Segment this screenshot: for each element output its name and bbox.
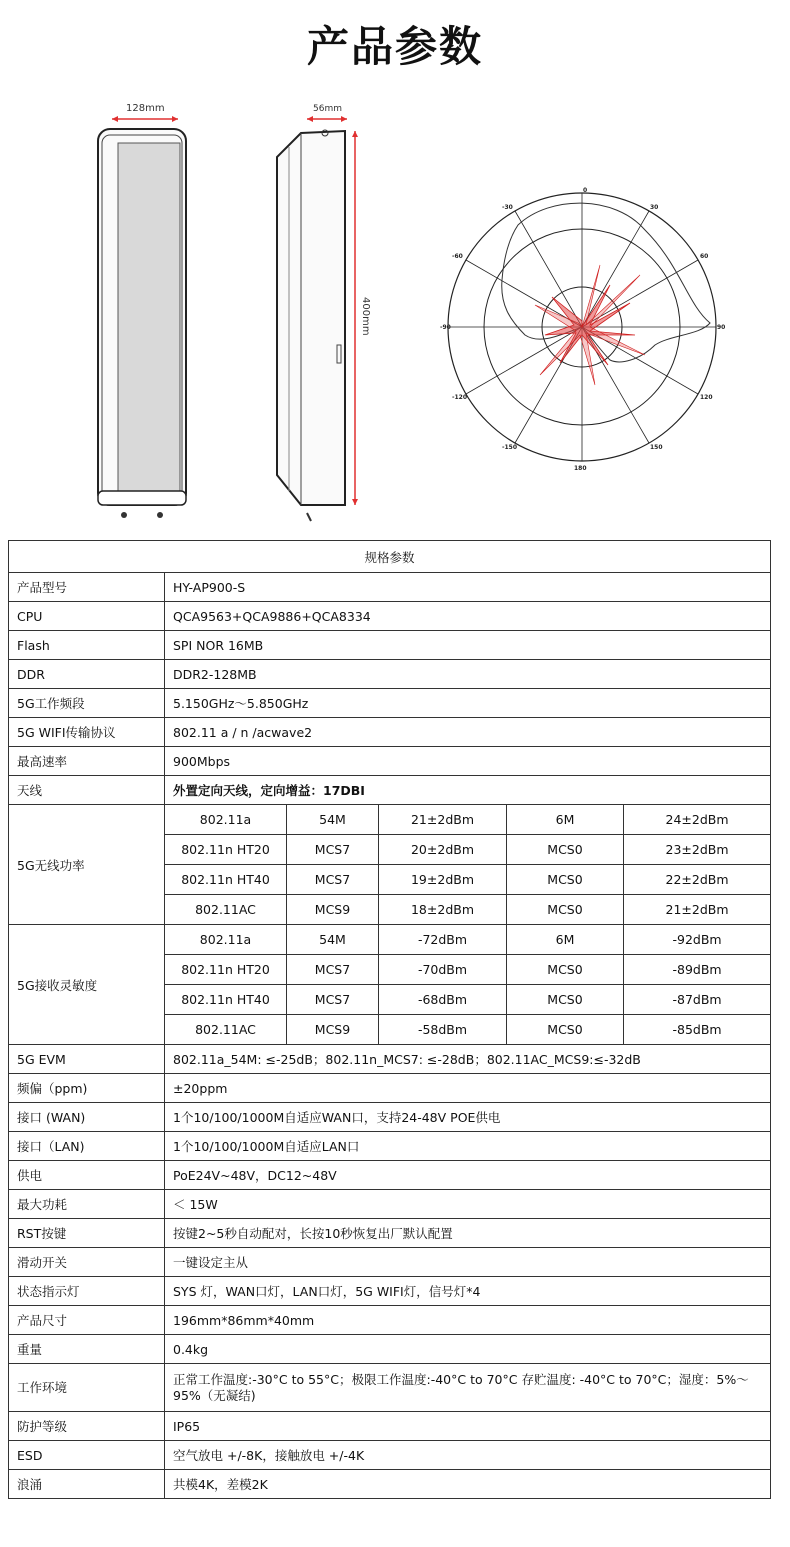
power-table-cell: 20±2dBm xyxy=(379,835,507,865)
power-table-cell: MCS0 xyxy=(507,835,624,865)
power-table-cell: 6M xyxy=(507,805,624,835)
spec-value: 0.4kg xyxy=(165,1335,771,1364)
spec-value: 按键2~5秒自动配对，长按10秒恢复出厂默认配置 xyxy=(165,1219,771,1248)
spec-label: DDR xyxy=(9,660,165,689)
spec-value: 802.11 a / n /acwave2 xyxy=(165,718,771,747)
sensitivity-table-cell: -89dBm xyxy=(624,955,771,985)
spec-value: 空气放电 +/-8K，接触放电 +/-4K xyxy=(165,1441,771,1470)
spec-value: 900Mbps xyxy=(165,747,771,776)
sensitivity-table-cell: 802.11n HT40 xyxy=(165,985,287,1015)
spec-label: 滑动开关 xyxy=(9,1248,165,1277)
polar-label: 180 xyxy=(574,465,587,472)
sensitivity-table-cell: -92dBm xyxy=(624,925,771,955)
spec-value: SPI NOR 16MB xyxy=(165,631,771,660)
table-row xyxy=(9,1074,771,1103)
spec-value: 共模4K，差模2K xyxy=(165,1470,771,1499)
power-table-cell: 18±2dBm xyxy=(379,895,507,925)
power-table-cell: MCS7 xyxy=(287,865,379,895)
spec-value: 1个10/100/1000M自适应LAN口 xyxy=(165,1132,771,1161)
polar-label: 90 xyxy=(717,324,726,331)
polar-label: -30 xyxy=(502,204,513,211)
table-row xyxy=(9,631,771,660)
table-row xyxy=(9,1277,771,1306)
spec-label: CPU xyxy=(9,602,165,631)
polar-label: -60 xyxy=(452,253,463,260)
table-row xyxy=(9,602,771,631)
table-row xyxy=(9,776,771,805)
table-row xyxy=(9,1306,771,1335)
table-row xyxy=(9,1470,771,1499)
spec-label: 频偏（ppm) xyxy=(9,1074,165,1103)
spec-label: 最大功耗 xyxy=(9,1190,165,1219)
table-row xyxy=(9,1190,771,1219)
power-table-cell: MCS7 xyxy=(287,835,379,865)
sensitivity-table-cell: -58dBm xyxy=(379,1015,507,1045)
spec-value: HY-AP900-S xyxy=(165,573,771,602)
sensitivity-table-cell: MCS7 xyxy=(287,955,379,985)
spec-value: QCA9563+QCA9886+QCA8334 xyxy=(165,602,771,631)
spec-label: 最高速率 xyxy=(9,747,165,776)
sensitivity-table-cell: -68dBm xyxy=(379,985,507,1015)
sensitivity-table-cell: MCS0 xyxy=(507,1015,624,1045)
power-table-cell: 802.11n HT40 xyxy=(165,865,287,895)
front-view-drawing xyxy=(90,95,200,525)
sensitivity-table-cell: 6M xyxy=(507,925,624,955)
sensitivity-table-row xyxy=(9,925,771,955)
table-row xyxy=(9,1441,771,1470)
power-table-cell: 23±2dBm xyxy=(624,835,771,865)
spec-label: 重量 xyxy=(9,1335,165,1364)
power-table-cell: 21±2dBm xyxy=(624,895,771,925)
polar-label: -120 xyxy=(452,394,468,401)
spec-value: 正常工作温度:-30°C to 55°C；极限工作温度:-40°C to 70°C 存贮温度: -40°C to 70°C；湿度：5%～95%（无凝结) xyxy=(165,1364,771,1412)
spec-table-header: 规格参数 xyxy=(9,541,771,573)
polar-label: -150 xyxy=(502,444,518,451)
table-row xyxy=(9,1161,771,1190)
table-row xyxy=(9,718,771,747)
sensitivity-table-cell: -85dBm xyxy=(624,1015,771,1045)
power-table-cell: 54M xyxy=(287,805,379,835)
spec-value: ＜ 15W xyxy=(165,1190,771,1219)
power-table-cell: MCS0 xyxy=(507,865,624,895)
power-table-cell: MCS9 xyxy=(287,895,379,925)
polar-label: 30 xyxy=(650,204,659,211)
table-row xyxy=(9,1219,771,1248)
spec-value: 5.150GHz～5.850GHz xyxy=(165,689,771,718)
table-row xyxy=(9,1364,771,1412)
spec-value: 外置定向天线，定向增益：17DBI xyxy=(165,776,771,805)
spec-label: 产品型号 xyxy=(9,573,165,602)
table-row xyxy=(9,689,771,718)
table-row xyxy=(9,1412,771,1441)
table-row xyxy=(9,1132,771,1161)
power-table-cell: 22±2dBm xyxy=(624,865,771,895)
side-view-drawing xyxy=(265,95,385,525)
power-table-cell: 19±2dBm xyxy=(379,865,507,895)
sensitivity-table-cell: -70dBm xyxy=(379,955,507,985)
height-label: 400mm xyxy=(360,297,371,336)
spec-label: 供电 xyxy=(9,1161,165,1190)
table-row xyxy=(9,573,771,602)
spec-value: DDR2-128MB xyxy=(165,660,771,689)
width-label: 128mm xyxy=(126,103,165,114)
power-table-cell: 21±2dBm xyxy=(379,805,507,835)
power-table-row xyxy=(9,805,771,835)
sensitivity-table-cell: 802.11AC xyxy=(165,1015,287,1045)
sensitivity-table-cell: MCS0 xyxy=(507,955,624,985)
table-row xyxy=(9,1335,771,1364)
spec-label: 接口 (WAN) xyxy=(9,1103,165,1132)
polar-label: 150 xyxy=(650,444,663,451)
power-table-cell: 802.11a xyxy=(165,805,287,835)
power-table-label: 5G无线功率 xyxy=(9,805,165,925)
spec-label: 天线 xyxy=(9,776,165,805)
spec-table-header-row xyxy=(9,541,771,573)
sensitivity-table-cell: 802.11n HT20 xyxy=(165,955,287,985)
polar-label: -90 xyxy=(440,324,451,331)
table-row xyxy=(9,1248,771,1277)
spec-table xyxy=(8,540,771,1499)
spec-label: 5G EVM xyxy=(9,1045,165,1074)
power-table-cell: 802.11n HT20 xyxy=(165,835,287,865)
spec-value: 196mm*86mm*40mm xyxy=(165,1306,771,1335)
spec-value: IP65 xyxy=(165,1412,771,1441)
table-row xyxy=(9,1103,771,1132)
spec-value: SYS 灯，WAN口灯，LAN口灯，5G WIFI灯，信号灯*4 xyxy=(165,1277,771,1306)
sensitivity-table-cell: MCS9 xyxy=(287,1015,379,1045)
power-table-cell: 802.11AC xyxy=(165,895,287,925)
spec-label: Flash xyxy=(9,631,165,660)
spec-value: 1个10/100/1000M自适应WAN口，支持24-48V POE供电 xyxy=(165,1103,771,1132)
spec-label: 工作环境 xyxy=(9,1364,165,1412)
spec-label: 状态指示灯 xyxy=(9,1277,165,1306)
sensitivity-table-cell: -87dBm xyxy=(624,985,771,1015)
radiation-pattern-diagram xyxy=(440,185,730,475)
spec-label: 防护等级 xyxy=(9,1412,165,1441)
spec-label: 浪涌 xyxy=(9,1470,165,1499)
spec-label: ESD xyxy=(9,1441,165,1470)
spec-value: 一键设定主从 xyxy=(165,1248,771,1277)
spec-label: 5G工作频段 xyxy=(9,689,165,718)
polar-label: 60 xyxy=(700,253,709,260)
spec-label: 5G WIFI传输协议 xyxy=(9,718,165,747)
product-figures xyxy=(0,95,790,525)
sensitivity-table-cell: 54M xyxy=(287,925,379,955)
polar-label: 0 xyxy=(583,187,588,194)
spec-label: 产品尺寸 xyxy=(9,1306,165,1335)
table-row xyxy=(9,660,771,689)
spec-value: ±20ppm xyxy=(165,1074,771,1103)
page-title: 产品参数 xyxy=(306,22,483,71)
spec-label: RST按键 xyxy=(9,1219,165,1248)
spec-value: PoE24V~48V，DC12~48V xyxy=(165,1161,771,1190)
polar-label: 120 xyxy=(700,394,713,401)
sensitivity-table-label: 5G接收灵敏度 xyxy=(9,925,165,1045)
table-row xyxy=(9,747,771,776)
table-row xyxy=(9,1045,771,1074)
power-table-cell: 24±2dBm xyxy=(624,805,771,835)
sensitivity-table-cell: -72dBm xyxy=(379,925,507,955)
power-table-cell: MCS0 xyxy=(507,895,624,925)
spec-value: 802.11a_54M: ≤-25dB；802.11n_MCS7: ≤-28dB；802.11AC_MCS9:≤-32dB xyxy=(165,1045,771,1074)
depth-label: 56mm xyxy=(313,104,342,114)
sensitivity-table-cell: MCS7 xyxy=(287,985,379,1015)
sensitivity-table-cell: MCS0 xyxy=(507,985,624,1015)
sensitivity-table-cell: 802.11a xyxy=(165,925,287,955)
spec-label: 接口（LAN) xyxy=(9,1132,165,1161)
